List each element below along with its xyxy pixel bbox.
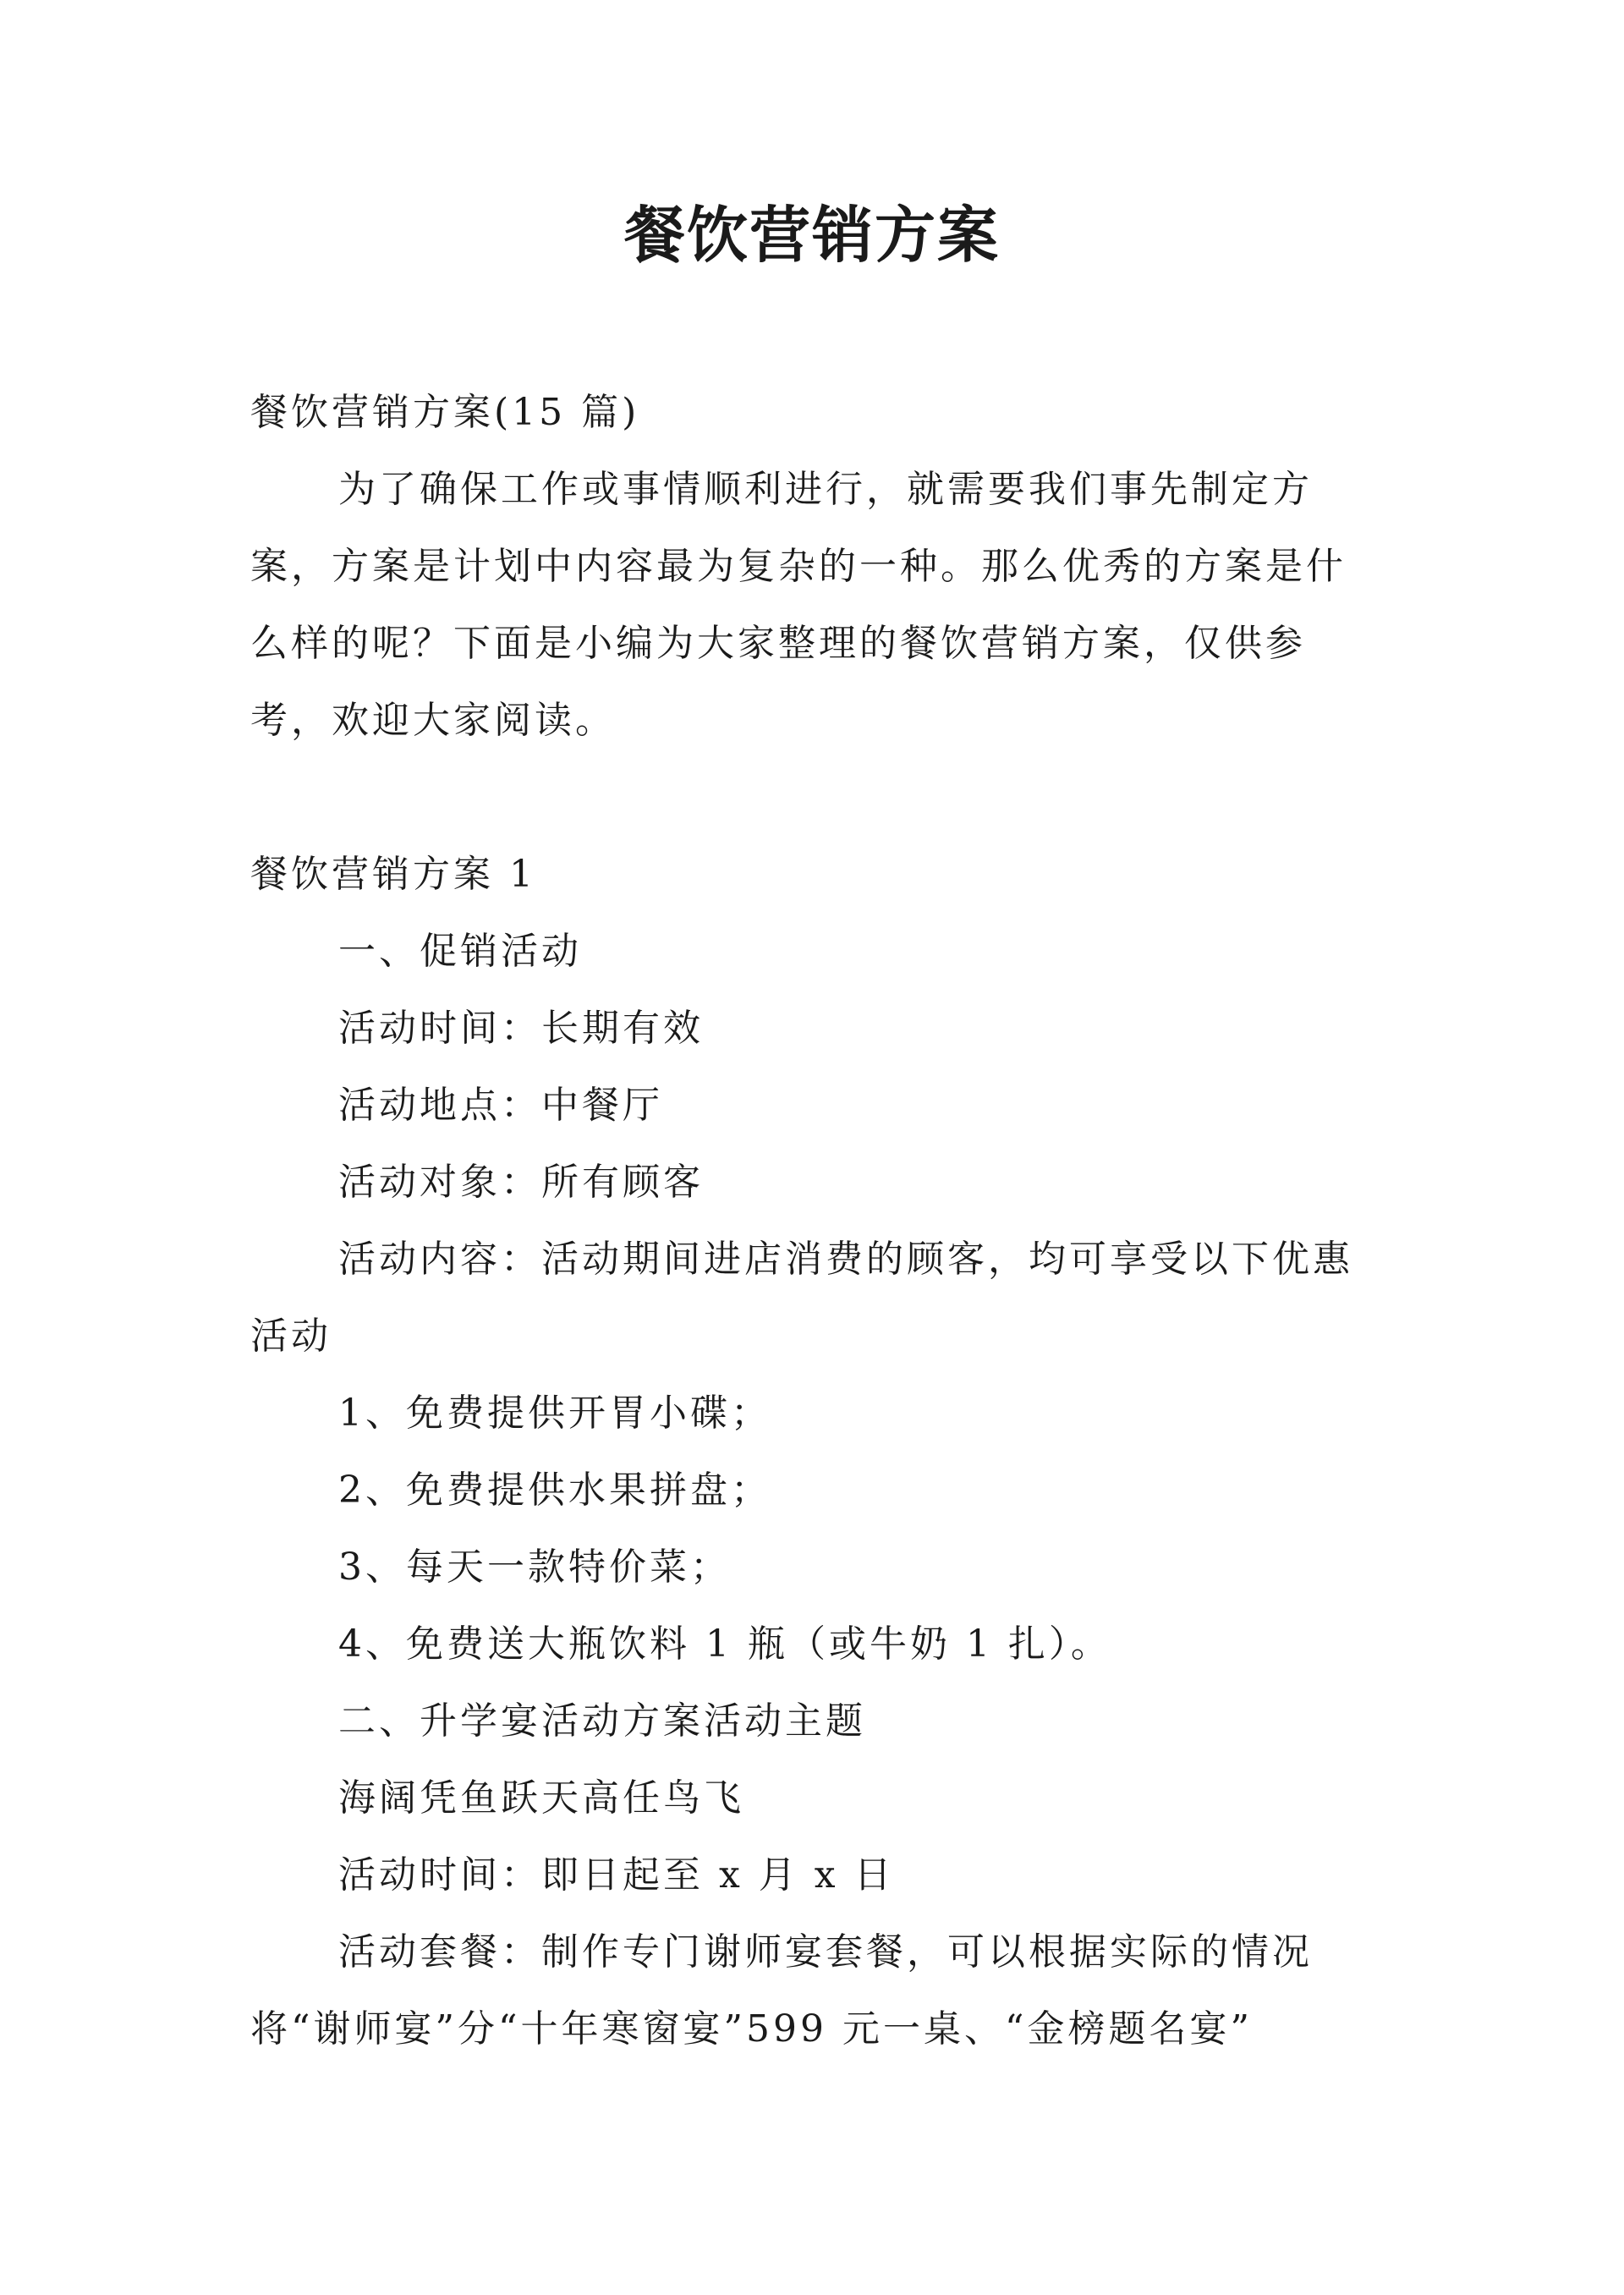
paragraph: 活动对象：所有顾客 [338, 1161, 704, 1204]
document-body [250, 374, 1384, 2067]
paragraph: 活动内容：活动期间进店消费的顾客，均可享受以下优惠活动 [250, 1238, 1353, 1358]
paragraph: 海阔凭鱼跃天高任鸟飞 [338, 1776, 744, 1820]
paragraph: 活动时间：即日起至 x 月 x 日 [338, 1853, 895, 1897]
list-item: 3、每天一款特价菜； [338, 1546, 731, 1589]
paragraph: 活动套餐：制作专门谢师宴套餐，可以根据实际的情况将“谢师宴”分“十年寒窗宴”599 元一桌、“金榜题名宴” [250, 1930, 1313, 2051]
paragraph: 一、促销活动 [338, 930, 582, 973]
paragraph: 活动时间：长期有效 [338, 1007, 704, 1050]
document-title: 餐饮营销方案 [623, 200, 1000, 271]
intro-paragraph: 为了确保工作或事情顺利进行，就需要我们事先制定方案，方案是计划中内容最为复杂的一种。那么优秀的方案是什么样的呢？下面是小编为大家整理的餐饮营销方案，仅供参考，欢迎大家阅读。 [250, 468, 1347, 742]
list-item: 4、免费送大瓶饮料 1 瓶（或牛奶 1 扎）。 [338, 1622, 1111, 1666]
paragraph-gap [250, 759, 1384, 836]
document-subtitle: 餐饮营销方案(15 篇) [250, 391, 640, 434]
list-item: 2、免费提供水果拼盘； [338, 1469, 771, 1512]
list-item: 1、免费提供开胃小碟； [338, 1392, 771, 1435]
paragraph: 活动地点：中餐厅 [338, 1084, 663, 1127]
paragraph: 二、升学宴活动方案活动主题 [338, 1699, 866, 1743]
section-heading: 餐饮营销方案 1 [250, 853, 536, 896]
